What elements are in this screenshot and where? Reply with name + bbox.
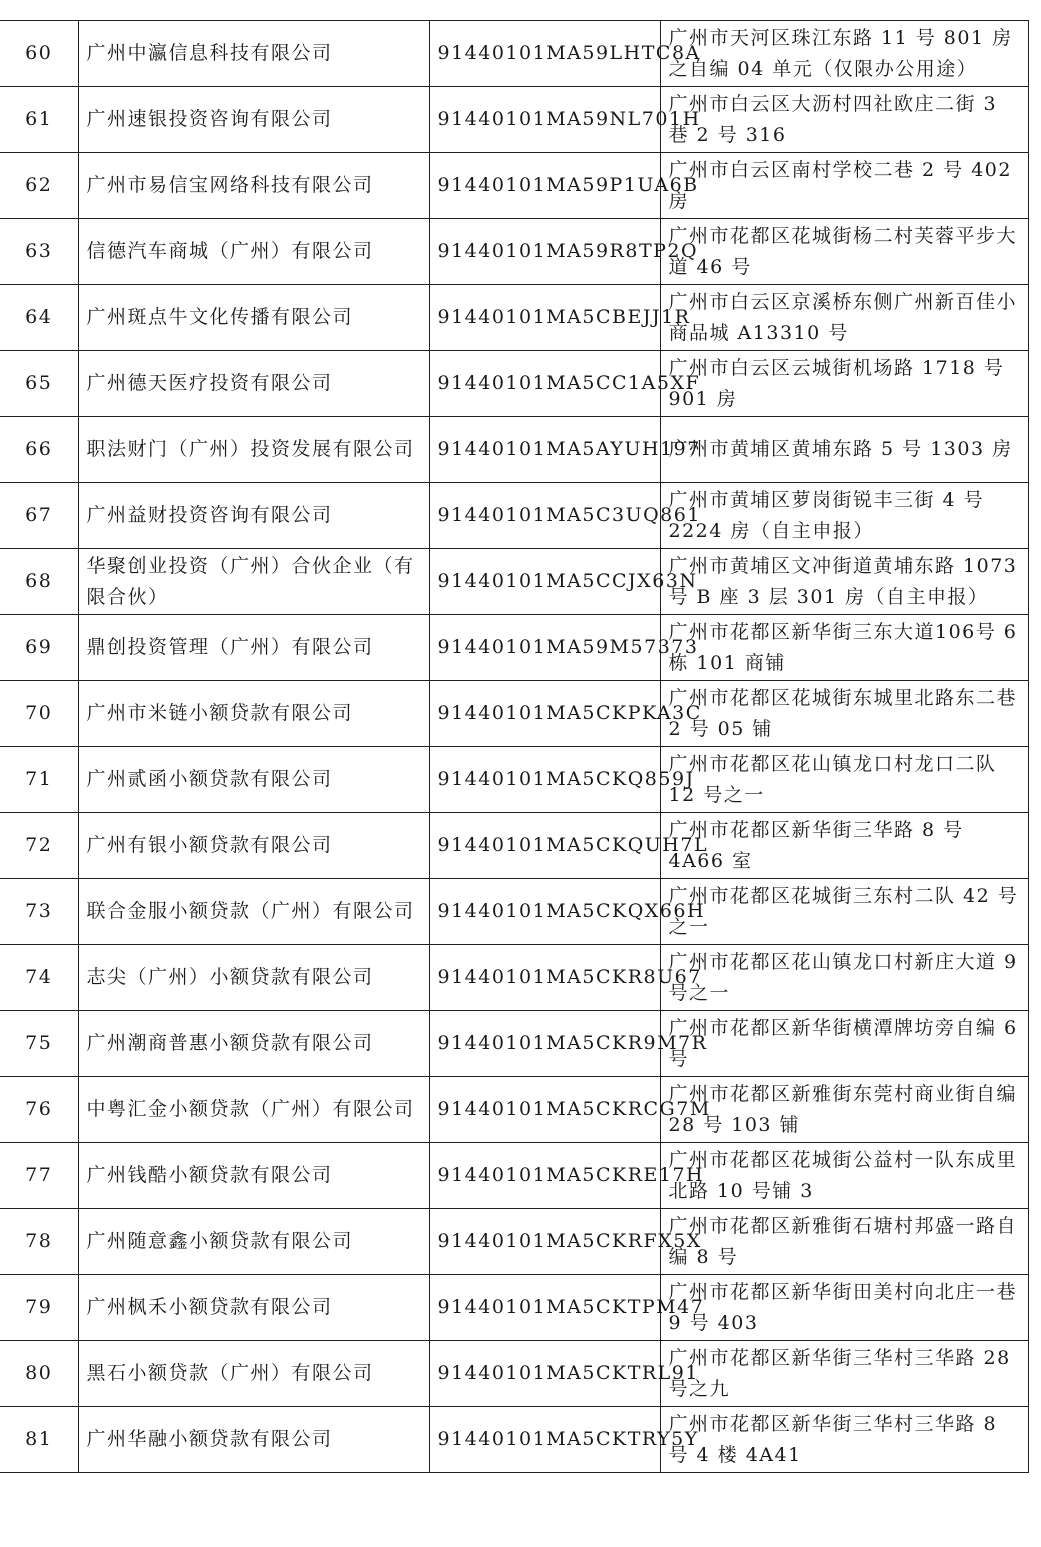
credit-code-cell: 91440101MA5CKRFX5X	[429, 1209, 660, 1275]
credit-code-cell: 91440101MA59LHTC8A	[429, 21, 660, 87]
address-cell: 广州市白云区云城街机场路 1718 号 901 房	[660, 351, 1028, 417]
row-number-cell: 64	[0, 285, 78, 351]
table-row	[0, 1143, 1028, 1209]
table-row	[0, 615, 1028, 681]
table-row	[0, 681, 1028, 747]
table-row	[0, 747, 1028, 813]
company-registry-table	[0, 20, 1029, 1473]
row-number-cell: 78	[0, 1209, 78, 1275]
row-number-cell: 61	[0, 87, 78, 153]
credit-code-cell: 91440101MA59NL701H	[429, 87, 660, 153]
table-row	[0, 945, 1028, 1011]
address-cell: 广州市花都区新雅街石塘村邦盛一路自编 8 号	[660, 1209, 1028, 1275]
address-cell: 广州市花都区花山镇龙口村龙口二队 12 号之一	[660, 747, 1028, 813]
credit-code-cell: 91440101MA5CKTRY5Y	[429, 1407, 660, 1473]
company-name-cell: 广州中瀛信息科技有限公司	[78, 21, 429, 87]
row-number-cell: 81	[0, 1407, 78, 1473]
table-row	[0, 879, 1028, 945]
row-number-cell: 72	[0, 813, 78, 879]
table-row	[0, 1011, 1028, 1077]
company-name-cell: 广州市易信宝网络科技有限公司	[78, 153, 429, 219]
row-number-cell: 70	[0, 681, 78, 747]
row-number-cell: 63	[0, 219, 78, 285]
credit-code-cell: 91440101MA59M57373	[429, 615, 660, 681]
address-cell: 广州市花都区花城街公益村一队东成里北路 10 号铺 3	[660, 1143, 1028, 1209]
registry-table-body	[0, 21, 1028, 1473]
address-cell: 广州市花都区新华街田美村向北庄一巷 9 号 403	[660, 1275, 1028, 1341]
credit-code-cell: 91440101MA5CKR8U67	[429, 945, 660, 1011]
company-name-cell: 联合金服小额贷款（广州）有限公司	[78, 879, 429, 945]
table-row	[0, 1341, 1028, 1407]
credit-code-cell: 91440101MA59P1UA6B	[429, 153, 660, 219]
company-name-cell: 广州德天医疗投资有限公司	[78, 351, 429, 417]
address-cell: 广州市黄埔区黄埔东路 5 号 1303 房	[660, 417, 1028, 483]
table-row	[0, 549, 1028, 615]
address-cell: 广州市白云区大沥村四社欧庄二街 3 巷 2 号 316	[660, 87, 1028, 153]
address-cell: 广州市白云区南村学校二巷 2 号 402 房	[660, 153, 1028, 219]
row-number-cell: 71	[0, 747, 78, 813]
address-cell: 广州市花都区新华街横潭牌坊旁自编 6 号	[660, 1011, 1028, 1077]
address-cell: 广州市花都区新华街三东大道106号 6 栋 101 商铺	[660, 615, 1028, 681]
address-cell: 广州市花都区新华街三华路 8 号 4A66 室	[660, 813, 1028, 879]
table-row	[0, 285, 1028, 351]
credit-code-cell: 91440101MA59R8TP2Q	[429, 219, 660, 285]
row-number-cell: 79	[0, 1275, 78, 1341]
row-number-cell: 65	[0, 351, 78, 417]
table-row	[0, 351, 1028, 417]
company-name-cell: 广州益财投资咨询有限公司	[78, 483, 429, 549]
credit-code-cell: 91440101MA5CKTPM47	[429, 1275, 660, 1341]
table-row	[0, 87, 1028, 153]
company-name-cell: 广州速银投资咨询有限公司	[78, 87, 429, 153]
credit-code-cell: 91440101MA5CBEJJ1R	[429, 285, 660, 351]
credit-code-cell: 91440101MA5C3UQ861	[429, 483, 660, 549]
company-name-cell: 广州枫禾小额贷款有限公司	[78, 1275, 429, 1341]
company-name-cell: 广州市米链小额贷款有限公司	[78, 681, 429, 747]
address-cell: 广州市花都区花城街东城里北路东二巷 2 号 05 铺	[660, 681, 1028, 747]
company-name-cell: 中粤汇金小额贷款（广州）有限公司	[78, 1077, 429, 1143]
credit-code-cell: 91440101MA5AYUH197	[429, 417, 660, 483]
row-number-cell: 77	[0, 1143, 78, 1209]
company-name-cell: 华聚创业投资（广州）合伙企业（有限合伙）	[78, 549, 429, 615]
company-name-cell: 黑石小额贷款（广州）有限公司	[78, 1341, 429, 1407]
table-row	[0, 1275, 1028, 1341]
row-number-cell: 62	[0, 153, 78, 219]
row-number-cell: 75	[0, 1011, 78, 1077]
table-row	[0, 1209, 1028, 1275]
row-number-cell: 76	[0, 1077, 78, 1143]
company-name-cell: 广州随意鑫小额贷款有限公司	[78, 1209, 429, 1275]
credit-code-cell: 91440101MA5CC1A5XF	[429, 351, 660, 417]
credit-code-cell: 91440101MA5CKRCG7M	[429, 1077, 660, 1143]
row-number-cell: 69	[0, 615, 78, 681]
address-cell: 广州市天河区珠江东路 11 号 801 房之自编 04 单元（仅限办公用途）	[660, 21, 1028, 87]
table-row	[0, 219, 1028, 285]
credit-code-cell: 91440101MA5CKQX66H	[429, 879, 660, 945]
table-row	[0, 417, 1028, 483]
table-row	[0, 1077, 1028, 1143]
company-name-cell: 广州华融小额贷款有限公司	[78, 1407, 429, 1473]
credit-code-cell: 91440101MA5CKQUH7L	[429, 813, 660, 879]
row-number-cell: 66	[0, 417, 78, 483]
address-cell: 广州市花都区新雅街东莞村商业街自编 28 号 103 铺	[660, 1077, 1028, 1143]
row-number-cell: 74	[0, 945, 78, 1011]
table-row	[0, 813, 1028, 879]
credit-code-cell: 91440101MA5CKR9M7R	[429, 1011, 660, 1077]
address-cell: 广州市白云区京溪桥东侧广州新百佳小商品城 A13310 号	[660, 285, 1028, 351]
address-cell: 广州市黄埔区文冲街道黄埔东路 1073 号 B 座 3 层 301 房（自主申报）	[660, 549, 1028, 615]
address-cell: 广州市花都区花城街三东村二队 42 号之一	[660, 879, 1028, 945]
row-number-cell: 60	[0, 21, 78, 87]
row-number-cell: 80	[0, 1341, 78, 1407]
company-name-cell: 广州斑点牛文化传播有限公司	[78, 285, 429, 351]
row-number-cell: 68	[0, 549, 78, 615]
credit-code-cell: 91440101MA5CKPKA3C	[429, 681, 660, 747]
address-cell: 广州市花都区新华街三华村三华路 8 号 4 楼 4A41	[660, 1407, 1028, 1473]
address-cell: 广州市花都区花山镇龙口村新庄大道 9 号之一	[660, 945, 1028, 1011]
company-name-cell: 广州钱酷小额贷款有限公司	[78, 1143, 429, 1209]
company-name-cell: 志尖（广州）小额贷款有限公司	[78, 945, 429, 1011]
address-cell: 广州市花都区花城街杨二村芙蓉平步大道 46 号	[660, 219, 1028, 285]
company-name-cell: 广州潮商普惠小额贷款有限公司	[78, 1011, 429, 1077]
company-name-cell: 鼎创投资管理（广州）有限公司	[78, 615, 429, 681]
credit-code-cell: 91440101MA5CKTRL91	[429, 1341, 660, 1407]
table-row	[0, 1407, 1028, 1473]
row-number-cell: 67	[0, 483, 78, 549]
company-name-cell: 职法财门（广州）投资发展有限公司	[78, 417, 429, 483]
company-name-cell: 广州贰函小额贷款有限公司	[78, 747, 429, 813]
row-number-cell: 73	[0, 879, 78, 945]
credit-code-cell: 91440101MA5CCJX63N	[429, 549, 660, 615]
table-row	[0, 483, 1028, 549]
company-name-cell: 信德汽车商城（广州）有限公司	[78, 219, 429, 285]
table-row	[0, 153, 1028, 219]
address-cell: 广州市黄埔区萝岗街锐丰三街 4 号 2224 房（自主申报）	[660, 483, 1028, 549]
credit-code-cell: 91440101MA5CKQ859J	[429, 747, 660, 813]
company-name-cell: 广州有银小额贷款有限公司	[78, 813, 429, 879]
credit-code-cell: 91440101MA5CKRE17H	[429, 1143, 660, 1209]
table-row	[0, 21, 1028, 87]
address-cell: 广州市花都区新华街三华村三华路 28 号之九	[660, 1341, 1028, 1407]
